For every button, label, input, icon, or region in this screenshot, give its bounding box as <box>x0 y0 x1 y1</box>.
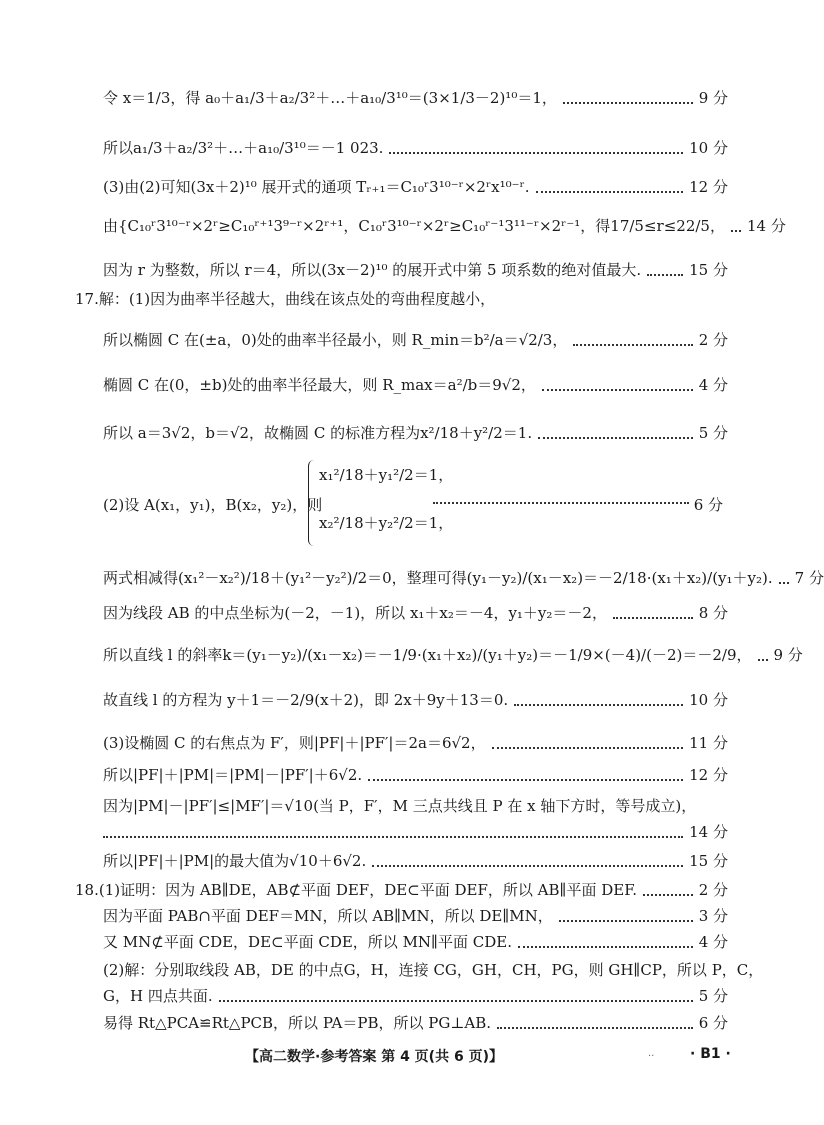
leader-dots <box>731 228 741 232</box>
answer-line <box>103 796 728 816</box>
line-text: 故直线 l 的方程为 y＋1＝－2/9(x＋2)，即 2x＋9y＋13＝0. <box>103 691 509 709</box>
line-score: 2 分 <box>698 881 728 899</box>
answer-line <box>103 690 728 710</box>
problem-18-line <box>75 880 728 900</box>
leader-dots <box>372 863 683 867</box>
leader-dots <box>389 150 683 154</box>
answer-line-continued <box>103 822 728 842</box>
leader-dots <box>518 944 693 948</box>
line-text: 又 MN⊄平面 CDE，DE⊂平面 CDE，所以 MN∥平面 CDE. <box>103 933 512 951</box>
footer-code: · B1 · <box>690 1046 731 1062</box>
line-text: 所以椭圆 C 在(±a，0)处的曲率半径最小，则 R_min＝b²/a＝√2/3， <box>103 331 568 349</box>
line-text: 所以 a＝3√2，b＝√2，故椭圆 C 的标准方程为x²/18＋y²/2＝1. <box>103 424 533 442</box>
leader-dots <box>779 580 789 584</box>
line-score: 10 分 <box>689 139 728 157</box>
leader-dots <box>542 387 693 391</box>
line-score: 9 分 <box>698 89 728 107</box>
line-text: 由{C₁₀ʳ3¹⁰⁻ʳ×2ʳ≥C₁₀ʳ⁺¹3⁹⁻ʳ×2ʳ⁺¹，C₁₀ʳ3¹⁰⁻ʳ×2ʳ≥C₁₀ʳ⁻¹3¹¹⁻ʳ×2ʳ⁻¹，得17/5≤r≤22/5， <box>103 217 725 235</box>
line-score: 9 分 <box>773 646 803 664</box>
answer-line <box>103 851 728 871</box>
line-text: 椭圆 C 在(0，±b)处的曲率半径最大，则 R_max＝a²/b＝9√2， <box>103 376 536 394</box>
answer-line <box>103 177 728 197</box>
answer-line <box>103 765 728 785</box>
leader-dots <box>514 702 683 706</box>
line-text: (3)由(2)可知(3x＋2)¹⁰ 展开式的通项 Tᵣ₊₁＝C₁₀ʳ3¹⁰⁻ʳ×2ʳx¹⁰⁻ʳ. <box>103 178 530 196</box>
leader-dots <box>103 834 683 838</box>
line-text: 所以|PF|＋|PM|＝|PM|－|PF′|＋6√2. <box>103 766 363 784</box>
leader-dots <box>433 502 689 504</box>
answer-line <box>103 603 728 623</box>
leader-dots <box>643 892 693 896</box>
answer-line <box>103 1013 728 1033</box>
answer-line <box>103 986 728 1006</box>
leader-dots <box>573 342 692 346</box>
line-score: 4 分 <box>698 933 728 951</box>
line-score: 5 分 <box>698 424 728 442</box>
answer-line <box>103 932 728 952</box>
answer-line <box>103 138 728 158</box>
line-text: 因为线段 AB 的中点坐标为(－2，－1)，所以 x₁＋x₂＝－4，y₁＋y₂＝－2， <box>103 604 607 622</box>
leader-dots <box>219 998 693 1002</box>
line-text: 两式相减得(x₁²－x₂²)/18＋(y₁²－y₂²)/2＝0，整理可得(y₁－y₂)/(x₁－x₂)＝－2/18·(x₁＋x₂)/(y₁＋y₂). <box>103 569 773 587</box>
leader-dots <box>497 1025 693 1029</box>
line-score: 10 分 <box>689 691 728 709</box>
line-text: G，H 四点共面. <box>103 987 213 1005</box>
line-score: 3 分 <box>698 907 728 925</box>
line-text: 所以a₁/3＋a₂/3²＋…＋a₁₀/3¹⁰＝－1 023. <box>103 139 384 157</box>
line-score: 12 分 <box>689 178 728 196</box>
line-score: 6 分 <box>693 496 723 514</box>
line-text: 因为平面 PAB∩平面 DEF＝MN，所以 AB∥MN，所以 DE∥MN， <box>103 907 553 925</box>
line-score: 15 分 <box>689 261 728 279</box>
line-score: 14 分 <box>746 217 786 235</box>
line-score: 15 分 <box>689 852 728 870</box>
line-score: 8 分 <box>698 604 728 622</box>
leader-dots <box>559 918 693 922</box>
leader-dots <box>492 745 684 749</box>
answer-line <box>103 645 803 665</box>
answer-line <box>103 906 728 926</box>
line-text: 易得 Rt△PCA≌Rt△PCB，所以 PA＝PB，所以 PG⊥AB. <box>103 1014 492 1032</box>
line-score: 14 分 <box>689 823 728 841</box>
line-score: 6 分 <box>698 1014 728 1032</box>
answer-line <box>103 960 764 980</box>
leader-dots <box>536 189 684 193</box>
line-text: (3)设椭圆 C 的右焦点为 F′，则|PF|＋|PF′|＝2a＝6√2， <box>103 734 486 752</box>
line-text: 因为|PM|－|PF′|≤|MF′|＝√10(当 P，F′，M 三点共线且 P 在 x 轴下方时，等号成立)， <box>103 797 697 815</box>
system-equation-2: x₂²/18＋y₂²/2＝1， <box>319 514 454 532</box>
answer-line <box>103 568 824 588</box>
line-text: 18.(1)证明：因为 AB∥DE，AB⊄平面 DEF，DE⊂平面 DEF，所以 AB∥平面 DEF. <box>75 881 638 899</box>
answer-line <box>103 216 786 236</box>
system-equation-1: x₁²/18＋y₁²/2＝1， <box>319 466 454 484</box>
line-text: 令 x＝1/3，得 a₀＋a₁/3＋a₂/3²＋…＋a₁₀/3¹⁰＝(3×1/3－2)¹⁰＝1， <box>103 89 557 107</box>
answer-line <box>103 330 728 350</box>
line-text: 所以直线 l 的斜率k＝(y₁－y₂)/(x₁－x₂)＝－1/9·(x₁＋x₂)/(y₁＋y₂)＝－1/9×(－4)/(－2)＝－2/9， <box>103 646 752 664</box>
leader-dots <box>538 435 693 439</box>
answer-line <box>103 260 728 280</box>
leader-dots <box>758 657 768 661</box>
left-brace <box>308 460 315 546</box>
line-score: 4 分 <box>698 376 728 394</box>
line-score: 5 分 <box>698 987 728 1005</box>
line-text: (2)解：分别取线段 AB，DE 的中点G，H，连接 CG，GH，CH，PG，则 GH∥CP，所以 P，C， <box>103 961 764 979</box>
system-lead: (2)设 A(x₁，y₁)，B(x₂，y₂)，则 <box>103 496 323 514</box>
line-score: 2 分 <box>698 331 728 349</box>
page-footer <box>0 1046 800 1066</box>
leader-dots <box>563 100 693 104</box>
footer-title: 【高二数学·参考答案 第 4 页(共 6 页)】 <box>245 1049 503 1065</box>
line-text: 因为 r 为整数，所以 r＝4，所以(3x－2)¹⁰ 的展开式中第 5 项系数的绝对值最大. <box>103 261 642 279</box>
answer-line <box>103 375 728 395</box>
answer-line <box>103 88 728 108</box>
equation-system <box>103 458 723 550</box>
line-text: 17.解：(1)因为曲率半径越大，曲线在该点处的弯曲程度越小， <box>75 290 496 308</box>
line-score: 12 分 <box>689 766 728 784</box>
leader-dots <box>647 272 683 276</box>
footer-mark: .. <box>648 1048 655 1059</box>
leader-dots <box>613 615 693 619</box>
problem-17-heading <box>75 289 728 309</box>
answer-line <box>103 733 728 753</box>
answer-line <box>103 423 728 443</box>
line-score: 7 分 <box>794 569 824 587</box>
line-score: 11 分 <box>689 734 728 752</box>
line-text: 所以|PF|＋|PM|的最大值为√10＋6√2. <box>103 852 367 870</box>
leader-dots <box>368 777 683 781</box>
